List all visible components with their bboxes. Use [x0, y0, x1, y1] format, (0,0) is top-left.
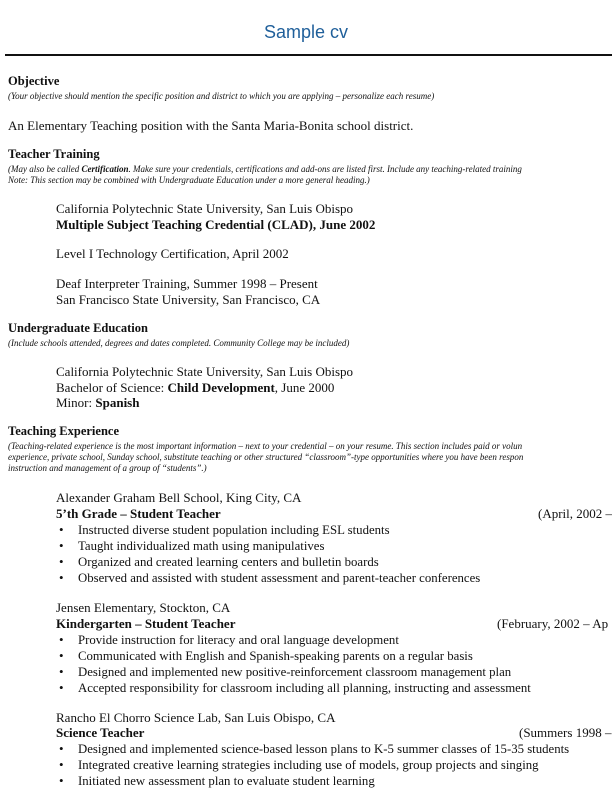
- job-3-dates: (Summers 1998 –: [519, 725, 612, 740]
- training-item-3-line2: San Francisco State University, San Francisco, CA: [56, 292, 321, 307]
- experience-note-line2: experience, private school, Sunday school, substitute teaching or other structured “classroom”-type opportunities where you have been respon: [8, 452, 524, 462]
- education-note: (Include schools attended, degrees and dates completed. Community College may be included): [8, 338, 350, 348]
- list-item: • Organized and created learning centers and bulletin boards: [56, 554, 480, 570]
- training-item-2-line1: Level I Technology Certification, April 2002: [56, 246, 289, 261]
- job-1-dates: (April, 2002 –: [538, 506, 612, 521]
- objective-note: (Your objective should mention the specific position and district to which you are applying – personalize each resume): [8, 91, 435, 101]
- job-1-employer: Alexander Graham Bell School, King City, CA: [56, 490, 302, 505]
- job-1-role: 5’th Grade – Student Teacher: [56, 506, 221, 521]
- education-school: California Polytechnic State University, San Luis Obispo: [56, 364, 354, 379]
- training-item-3-line1: Deaf Interpreter Training, Summer 1998 – Present: [56, 276, 318, 291]
- education-minor: Minor: Spanish: [56, 395, 140, 410]
- training-heading: Teacher Training: [8, 147, 100, 161]
- list-item: • Communicated with English and Spanish-speaking parents on a regular basis: [56, 648, 531, 664]
- job-1-bullets: [56, 522, 480, 586]
- training-note-line2: Note: This section may be combined with Undergraduate Education under a more general heading.): [8, 175, 370, 185]
- job-2-employer: Jensen Elementary, Stockton, CA: [56, 600, 231, 615]
- title-divider: [5, 54, 612, 56]
- training-item-1-line2: Multiple Subject Teaching Credential (CLAD), June 2002: [56, 217, 376, 232]
- education-heading: Undergraduate Education: [8, 321, 148, 335]
- document-title: Sample cv: [263, 22, 349, 42]
- education-degree: Bachelor of Science: Child Development, June 2000: [56, 380, 335, 395]
- list-item: • Instructed diverse student population including ESL students: [56, 522, 480, 538]
- objective-text: An Elementary Teaching position with the Santa Maria-Bonita school district.: [8, 118, 414, 133]
- experience-heading: Teaching Experience: [8, 424, 119, 438]
- job-3-role: Science Teacher: [56, 725, 145, 740]
- list-item: • Initiated new assessment plan to evaluate student learning: [56, 773, 569, 789]
- experience-note-line3: instruction and management of a group of “students”.): [8, 463, 207, 473]
- job-2-role: Kindergarten – Student Teacher: [56, 616, 236, 631]
- list-item: • Designed and implemented science-based lesson plans to K-5 summer classes of 15-35 students: [56, 741, 569, 757]
- objective-heading: Objective: [8, 74, 60, 88]
- job-2-dates: (February, 2002 – Ap: [497, 616, 609, 631]
- list-item: • Observed and assisted with student assessment and parent-teacher conferences: [56, 570, 480, 586]
- list-item: • Taught individualized math using manipulatives: [56, 538, 480, 554]
- training-note-line1: (May also be called Certification. Make sure your credentials, certifications and add-ons are listed first. Include any teaching-related training: [8, 164, 522, 174]
- list-item: • Provide instruction for literacy and oral language development: [56, 632, 531, 648]
- list-item: • Designed and implemented new positive-reinforcement classroom management plan: [56, 664, 531, 680]
- job-3-employer: Rancho El Chorro Science Lab, San Luis Obispo, CA: [56, 710, 336, 725]
- list-item: • Integrated creative learning strategies including use of models, group projects and singing: [56, 757, 569, 773]
- experience-note-line1: (Teaching-related experience is the most important information – next to your credential – on your resume. This section includes paid or volun: [8, 441, 523, 451]
- list-item: • Accepted responsibility for classroom including all planning, instructing and assessment: [56, 680, 531, 696]
- job-2-bullets: [56, 632, 531, 696]
- training-item-1-line1: California Polytechnic State University, San Luis Obispo: [56, 201, 354, 216]
- job-3-bullets: [56, 741, 569, 789]
